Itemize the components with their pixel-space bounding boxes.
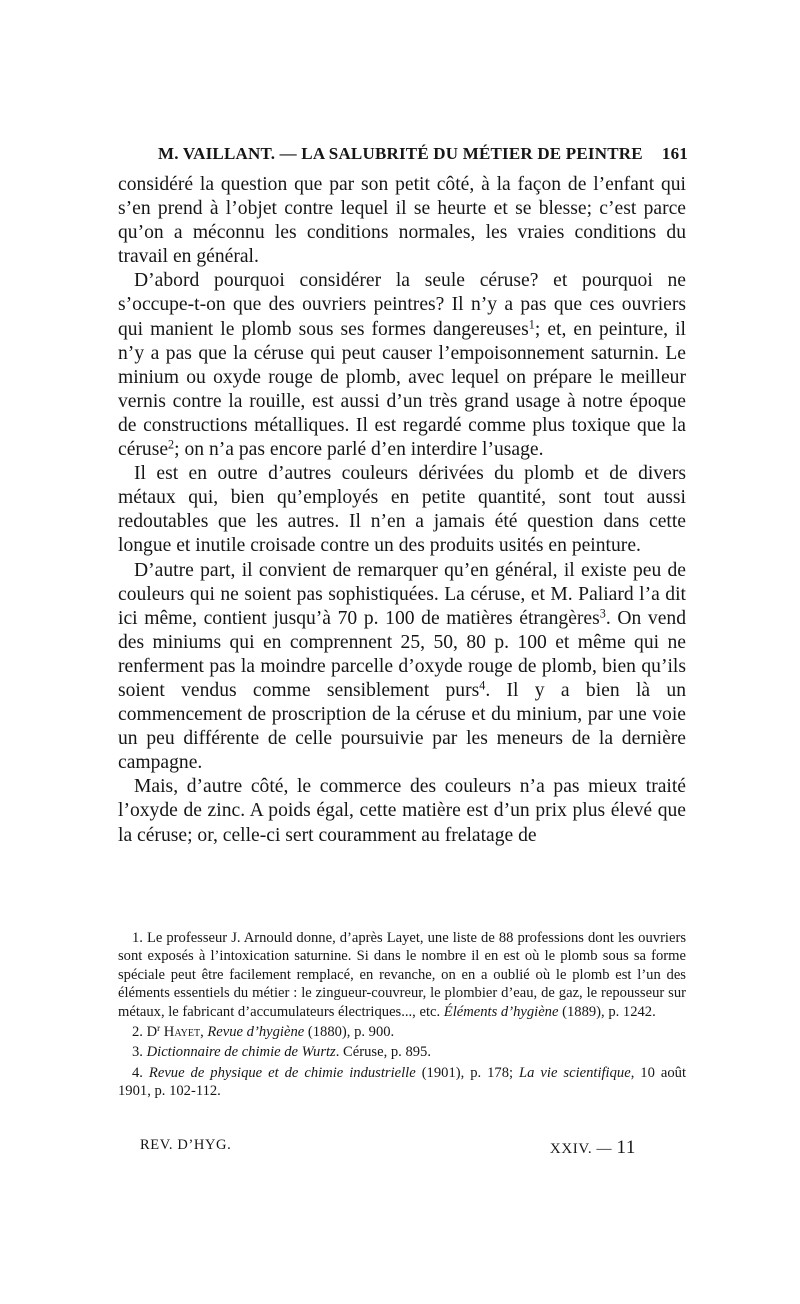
paragraph <box>118 269 686 462</box>
footnote-text: 3. <box>132 1044 147 1061</box>
footnote-text: 1. Le professeur J. Arnould donne, d’après Layet, une liste de 88 professions dont les ouvriers sont exposés à l’intoxication saturnine. Si dans le nombre il en est où le plomb sous sa forme spéciale peut être facilement remplacé, en revanche, on en a oublié où le plomb est l’un des éléments essentiels du métier : le zingueur-couvreur, le plombier d’eau, de gaz, le repousseur sur métaux, le fabricant d’accumulateurs électriques..., etc. <box>118 930 686 1020</box>
footnote-italic: Revue d’hygiène <box>207 1024 305 1041</box>
footnote-author: Hayet, <box>160 1024 208 1041</box>
footnote-sup: r <box>157 1023 161 1034</box>
footnote-4 <box>118 1064 686 1101</box>
footnote-text: 4. <box>132 1064 149 1081</box>
footnote-italic: Dictionnaire de chimie de Wurtz <box>146 1044 336 1061</box>
body-text <box>118 173 686 848</box>
paragraph: Il est en outre d’autres couleurs dérivées du plomb et de divers métaux qui, bien qu’employés en petite quantité, sont tout aussi redoutables que les autres. Il n’en a jamais été question dans cette longue et inutile croisade contre un des produits usités en peinture. <box>118 463 686 557</box>
signature-volume: XXIV. — <box>549 1141 617 1157</box>
signature-mark-right <box>550 1137 636 1159</box>
footnote-1 <box>118 929 686 1021</box>
paragraph-continuation: considéré la question que par son petit côté, à la façon de l’enfant qui s’en prend à l’objet contre lequel il se heurte et se blesse; c’est parce qu’on a méconnu les conditions normales, les vraies conditions du travail en général. <box>118 174 686 268</box>
paragraph: Mais, d’autre côté, le commerce des couleurs n’a pas mieux traité l’oxyde de zinc. A poids égal, cette matière est d’un prix plus élevé que la céruse; or, celle-ci sert couramment au frelatage de <box>118 776 686 846</box>
footnote-text: . Céruse, p. 895. <box>335 1044 432 1061</box>
paragraph-text: ; et, en peinture, il n’y a pas que la céruse qui peut causer l’empoisonnement saturnin. Le minium ou oxyde rouge de plomb, avec lequel on prépare le meilleur vernis contre la rouille, est aussi d’un très grand usage à notre époque de constructions métalliques. Il est regardé comme plus toxique que la céruse <box>118 318 687 461</box>
footnote-text: (1901), p. 178; <box>415 1064 520 1081</box>
footnote-3 <box>118 1043 686 1061</box>
paragraph-text: . On vend des miniums qui en comprennent 25, 50, 80 p. 100 et même qui ne renferment pas la moindre parcelle d’oxyde rouge de plomb, bien qu’ils soient vendus comme sensiblement purs <box>118 607 686 701</box>
footnote-text: , 10 août 1901, p. 102-112. <box>118 1064 686 1100</box>
footnote-italic: La vie scientifique <box>519 1064 631 1081</box>
footnote-text: (1880), p. 900. <box>304 1024 395 1041</box>
footnote-ref: 3 <box>599 606 606 621</box>
footnote-ref: 2 <box>168 437 175 452</box>
footnote-ref: 1 <box>528 316 535 331</box>
footnote-2 <box>118 1023 686 1041</box>
running-head-title: M. VAILLANT. — LA SALUBRITÉ DU MÉTIER DE PEINTRE <box>158 144 643 163</box>
signature-mark-left: REV. D’HYG. <box>140 1137 232 1153</box>
footnotes <box>118 929 686 1103</box>
paragraph <box>118 559 686 776</box>
footnote-text: (1889), p. 1242. <box>558 1003 656 1020</box>
footnote-italic: Revue de physique et de chimie industrielle <box>148 1064 416 1081</box>
page-number: 161 <box>661 144 688 163</box>
paragraph-text: ; on n’a pas encore parlé d’en interdire l’usage. <box>174 439 544 461</box>
paragraph-text: D’autre part, il convient de remarquer qu’en général, il existe peu de couleurs qui ne soient pas sophistiquées. La céruse, et M. Paliard l’a dit ici même, contient jusqu’à 70 p. 100 de matières étrangères <box>118 559 686 629</box>
paragraph-text: . Il y a bien là un commencement de proscription de la céruse et du minium, par une voie un peu différente de celle poursuivie par les meneurs de la dernière campagne. <box>118 679 686 774</box>
footnote-ref: 4 <box>479 678 486 693</box>
footnote-text: 2. D <box>132 1024 158 1041</box>
footnote-italic: Éléments d’hygiène <box>443 1003 559 1020</box>
signature-number: 11 <box>616 1137 636 1158</box>
paragraph-text: D’abord pourquoi considérer la seule céruse? et pourquoi ne s’occupe-t-on que des ouvriers peintres? Il n’y a pas que ces ouvriers qui manient le plomb sous ses formes dangereuses <box>118 270 686 340</box>
